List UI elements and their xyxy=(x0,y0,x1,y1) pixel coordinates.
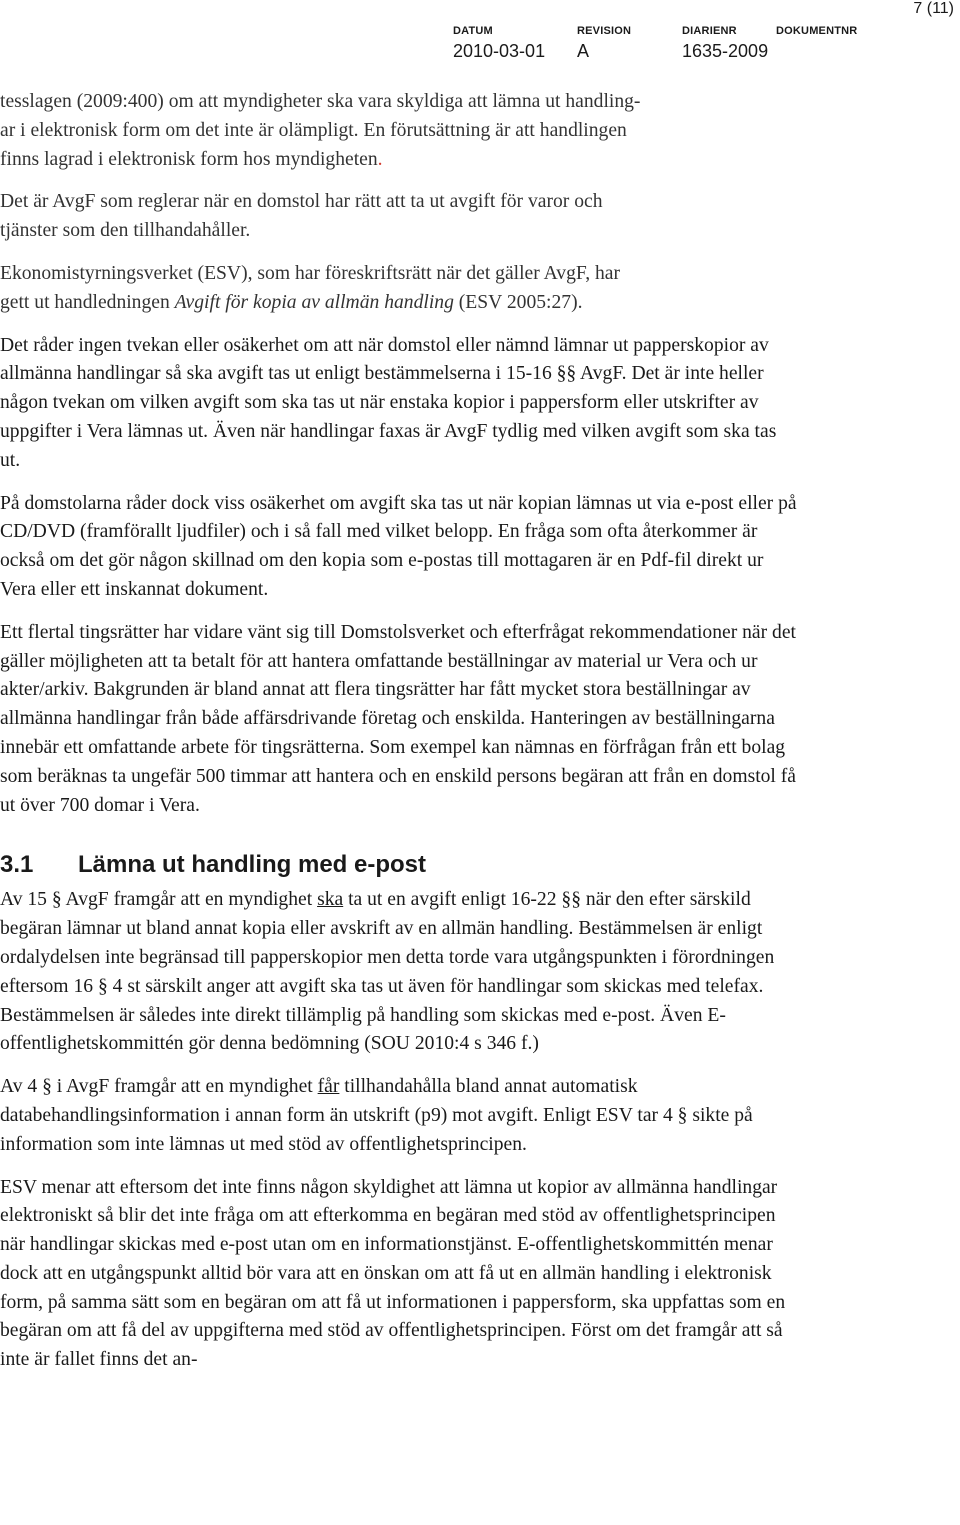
section-title: Lämna ut handling med e-post xyxy=(78,851,427,879)
emphasis-underline: ska xyxy=(317,889,344,911)
diarienr-label: DIARIENR xyxy=(682,25,737,37)
section-number: 3.1 xyxy=(0,851,34,879)
section-heading xyxy=(0,850,800,880)
text-line: (ESV 2005:27). xyxy=(453,291,583,313)
paragraph xyxy=(0,1073,800,1159)
paragraph: ESV menar att eftersom det inte finns någon skyldighet att lämna ut kopior av allmänna handlingar elektroniskt så blir det inte fråga om att efterkomma en begäran med stöd av offentlighetsprincipen när handlingar skickas med e-post utan om en informationstjänst. E-offentlighetskommittén menar dock att en utgångspunkt alltid bör vara att en önskan om att få ut en allmän handling i elektronisk form, på samma sätt som en begäran om att få ut informationen i pappersform, ska uppfattas som en begäran om att få del av uppgifterna med stöd av offentlighetsprincipen. Först om det framgår att så inte är fallet finns det an- xyxy=(0,1176,786,1371)
text-line: gett ut handledningen xyxy=(0,291,175,313)
revision-label: REVISION xyxy=(577,25,632,37)
publication-title: Avgift för kopia av allmän handling xyxy=(174,291,454,313)
dokumentnr-block xyxy=(776,25,857,38)
paragraph: Ett flertal tingsrätter har vidare vänt sig till Domstolsverket och efterfrågat rekommendationer när det gäller möjligheten att ta betalt för att hantera omfattande beställningar av material ur Vera och ur akter/arkiv. Bakgrunden är bland annat att flera tingsrätter har fått mycket stora beställningar av allmänna handlingar från både affärsdrivande företag och enskilda. Hanteringen av beställningarna innebär ett omfattande arbete för tingsrätterna. Som exempel kan nämnas en förfrågan från ett bolag som beräknas ta ungefär 500 timmar att hantera och en enskild persons begäran att från en domstol få ut över 700 domar i Vera. xyxy=(0,621,796,816)
text-line: Det är AvgF som reglerar när en domstol har rätt att ta ut avgift för varor och xyxy=(0,191,603,213)
red-period: . xyxy=(377,148,383,170)
text-run: Av 4 § i AvgF framgår att en myndighet xyxy=(0,1076,318,1098)
datum-block xyxy=(453,25,545,62)
text-line: Ekonomistyrningsverket (ESV), som har föreskriftsrätt när det gäller AvgF, har xyxy=(0,262,621,284)
revision-block xyxy=(577,25,631,62)
diarienr-block xyxy=(682,25,768,62)
document-body xyxy=(0,88,800,1375)
text-line: ar i elektronisk form om det inte är olämpligt. En förutsättning är att handlingen xyxy=(0,119,627,141)
text-run: ta ut en avgift enligt 16-22 §§ när den efter särskild begäran lämnar ut bland annat kopia eller avskrift av en allmän handling. Bestämmelsen är enligt ordalydelsen inte begränsad till papperskopior men detta torde vara utgångspunkten i förordningen eftersom 16 § 4 st särskilt anger att avgift ska tas ut även för handlingar som skickas med telefax. Bestämmelsen är således inte direkt tillämplig på handling som skickas med e-post. Även E-offentlighetskommittén gör denna bedömning (SOU 2010:4 s 346 f.) xyxy=(0,889,775,1055)
page-header xyxy=(0,0,960,60)
page-number: 7 (11) xyxy=(913,0,954,17)
paragraph: Det råder ingen tvekan eller osäkerhet om att när domstol eller nämnd lämnar ut papperskopior av allmänna handlingar så ska avgift tas ut enligt bestämmelserna i 15-16 §§ AvgF. Det är inte heller någon tvekan om vilken avgift som ska tas ut när enstaka kopior i pappersform eller utskrifter av uppgifter i Vera lämnas ut. Även när handlingar faxas är AvgF tydlig med vilken avgift som ska tas ut. xyxy=(0,334,777,471)
text-line: tjänster som den tillhandahåller. xyxy=(0,220,251,242)
datum-value: 2010-03-01 xyxy=(453,41,546,61)
emphasis-underline: får xyxy=(317,1076,340,1098)
diarienr-value: 1635-2009 xyxy=(682,41,769,61)
revision-value: A xyxy=(577,41,590,61)
text-line: finns lagrad i elektronisk form hos myndigheten xyxy=(0,148,378,170)
datum-label: DATUM xyxy=(453,25,493,37)
text-run: tillhandahålla bland annat automatisk databehandlingsinformation i annan form än utskrift (p9) mot avgift. Enligt ESV tar 4 § sikte på information som inte lämnas ut med stöd av offentlighetsprincipen. xyxy=(0,1076,753,1155)
paragraph xyxy=(0,260,800,318)
paragraph: På domstolarna råder dock viss osäkerhet om avgift ska tas ut när kopian lämnas ut via e-post eller på CD/DVD (framförallt ljudfiler) och i så fall med vilket belopp. En fråga som ofta återkommer är också om det gör någon skillnad om den kopia som e-postas till mottagaren är en Pdf-fil direkt ur Vera eller ett inskannat dokument. xyxy=(0,492,797,600)
paragraph xyxy=(0,886,800,1059)
text-run: Av 15 § AvgF framgår att en myndighet xyxy=(0,889,318,911)
dokumentnr-label: DOKUMENTNR xyxy=(776,25,858,37)
text-line: tesslagen (2009:400) om att myndigheter ska vara skyldiga att lämna ut handling- xyxy=(0,91,641,112)
paragraph xyxy=(0,88,800,174)
paragraph xyxy=(0,188,800,246)
